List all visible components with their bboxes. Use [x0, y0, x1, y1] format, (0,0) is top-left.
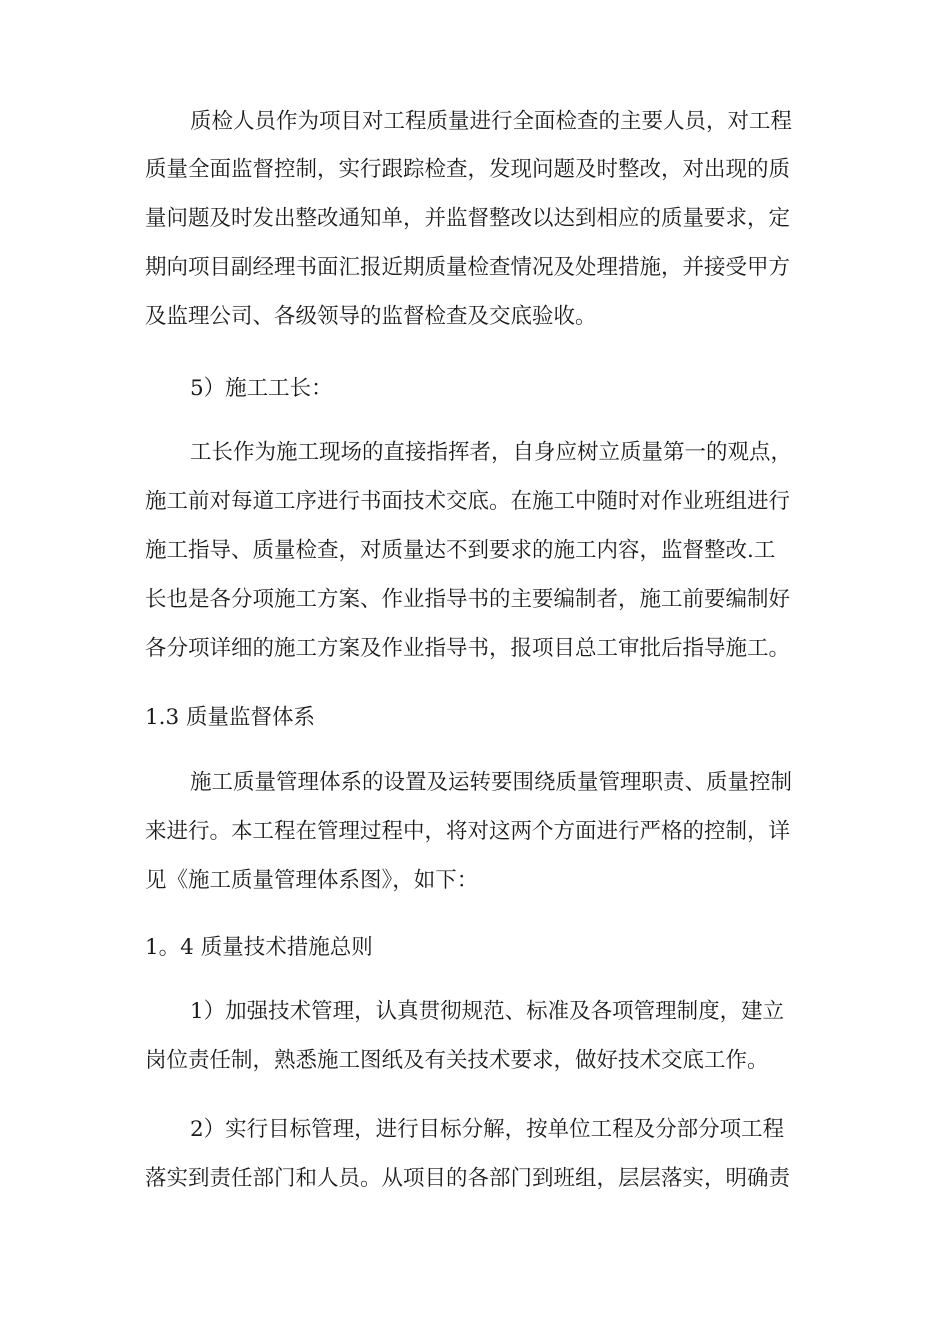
paragraph-line: 施工指导、质量检查，对质量达不到要求的施工内容，监督整改.工 — [145, 538, 776, 563]
section-heading-1-4: 1。4 质量技术措施总则 — [145, 935, 373, 960]
paragraph-line: 工长作为施工现场的直接指挥者，自身应树立质量第一的观点， — [190, 440, 793, 465]
paragraph-line: 岗位责任制，熟悉施工图纸及有关技术要求，做好技术交底工作。 — [145, 1048, 769, 1073]
section-heading-1-3: 1.3 质量监督体系 — [145, 705, 316, 730]
paragraph-line: 2）实行目标管理，进行目标分解，按单位工程及分部分项工程 — [190, 1117, 785, 1142]
paragraph-line: 各分项详细的施工方案及作业指导书，报项目总工审批后指导施工。 — [145, 636, 791, 661]
paragraph-line: 1）加强技术管理，认真贯彻规范、标准及各项管理制度，建立 — [190, 999, 785, 1024]
paragraph-line: 期向项目副经理书面汇报近期质量检查情况及处理措施，并接受甲方 — [145, 255, 791, 280]
paragraph-line: 来进行。本工程在管理过程中，将对这两个方面进行严格的控制，详 — [145, 819, 791, 844]
paragraph-line: 见《施工质量管理体系图》，如下： — [145, 868, 479, 893]
paragraph-line: 落实到责任部门和人员。从项目的各部门到班组，层层落实，明确责 — [145, 1166, 791, 1191]
paragraph-line: 施工质量管理体系的设置及运转要围绕质量管理职责、质量控制 — [190, 770, 793, 795]
paragraph-line: 量问题及时发出整改通知单，并监督整改以达到相应的质量要求，定 — [145, 206, 791, 231]
subheading-foreman: 5）施工工长： — [190, 376, 333, 401]
paragraph-line: 长也是各分项施工方案、作业指导书的主要编制者，施工前要编制好 — [145, 587, 791, 612]
paragraph-line: 及监理公司、各级领导的监督检查及交底验收。 — [145, 304, 597, 329]
paragraph-line: 质量全面监督控制，实行跟踪检查，发现问题及时整改，对出现的质 — [145, 157, 791, 182]
paragraph-line: 质检人员作为项目对工程质量进行全面检查的主要人员，对工程 — [190, 109, 793, 134]
paragraph-line: 施工前对每道工序进行书面技术交底。在施工中随时对作业班组进行 — [145, 489, 791, 514]
